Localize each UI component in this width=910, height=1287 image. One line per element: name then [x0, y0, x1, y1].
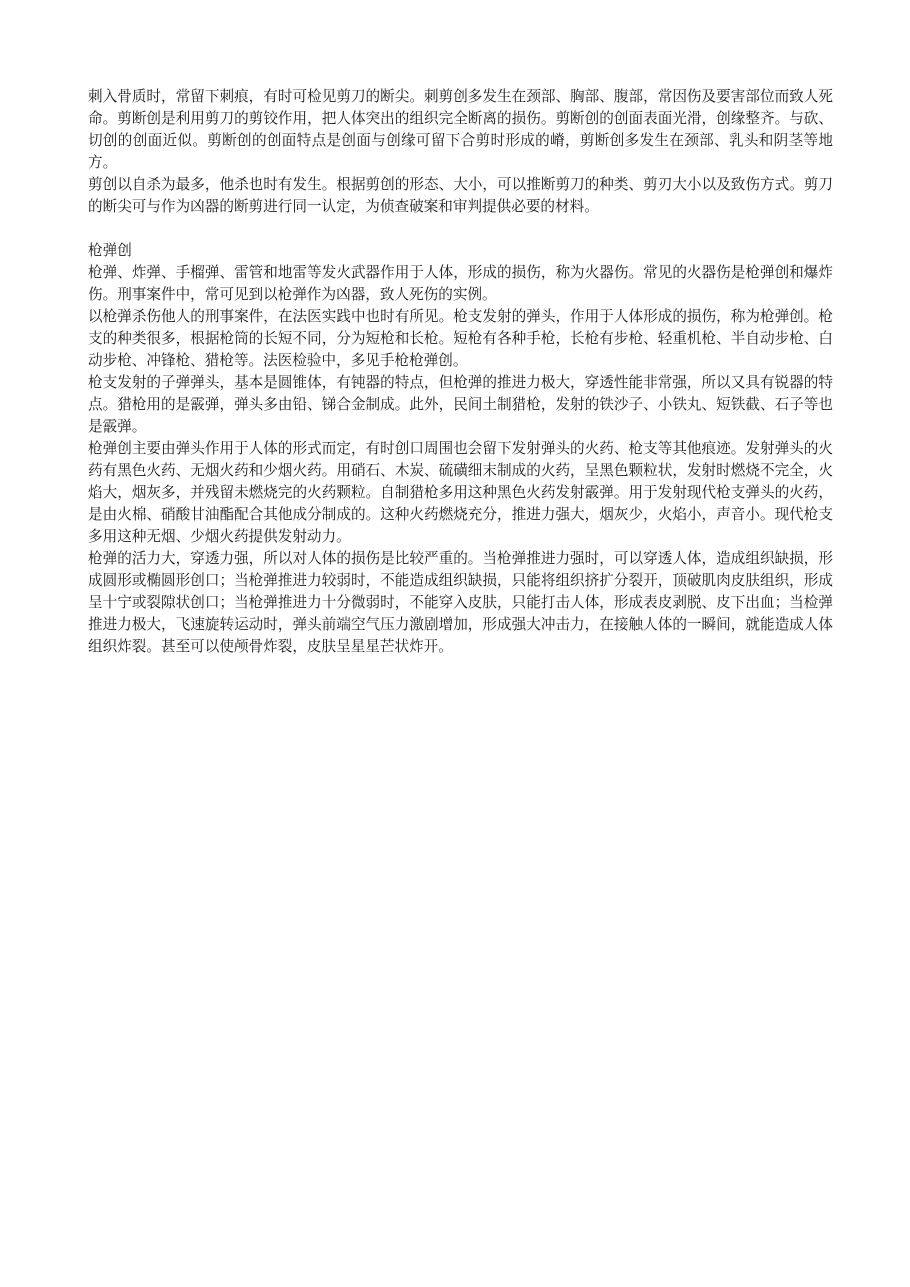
paragraph: 枪弹创主要由弹头作用于人体的形式而定，有时创口周围也会留下发射弹头的火药、枪支等其他痕迹。发射弹头的火药有黑色火药、无烟火药和少烟火药。用硝石、木炭、硫磺细末制成的火药，呈黑色颗粒状，发射时燃烧不完全，火焰大，烟灰多，并残留未燃烧完的火药颗粒。自制猎枪多用这种黑色火药发射霰弹。用于发射现代枪支弹头的火药，是由火棉、硝酸甘油酯配合其他成分制成的。这种火药燃烧充分，推进力强大，烟灰少，火焰小，声音小。现代枪支多用这种无烟、少烟火药提供发射动力。 — [88, 440, 833, 545]
section-title: 枪弹创 — [88, 242, 132, 259]
paragraph: 以枪弹杀伤他人的刑事案件，在法医实践中也时有所见。枪支发射的弹头，作用于人体形成的损伤，称为枪弹创。枪支的种类很多，根据枪筒的长短不同，分为短枪和长枪。短枪有各种手枪，长枪有步枪、轻重机枪、半自动步枪、白动步枪、冲锋枪、猎枪等。法医检验中，多见手枪枪弹创。 — [88, 308, 833, 369]
paragraph: 剪创以自杀为最多，他杀也时有发生。根据剪创的形态、大小，可以推断剪刀的种类、剪刃大小以及致伤方式。剪刀的断尖可与作为凶器的断剪进行同一认定，为侦查破案和审判提供必要的材料。 — [88, 176, 833, 215]
paragraph: 枪弹、炸弹、手榴弹、雷管和地雷等发火武器作用于人体，形成的损伤，称为火器伤。常见的火器伤是枪弹创和爆炸伤。刑事案件中，常可见到以枪弹作为凶器，致人死伤的实例。 — [88, 264, 833, 303]
document-page — [88, 86, 833, 658]
paragraph-gap — [88, 218, 833, 240]
paragraph: 枪支发射的子弹弹头，基本是圆锥体，有钝器的特点，但枪弹的推进力极大，穿透性能非常强，所以又具有锐器的特点。猎枪用的是霰弹，弹头多由铅、锑合金制成。此外，民间土制猎枪，发射的铁沙子、小铁丸、短铁截、石子等也是霰弹。 — [88, 374, 833, 435]
paragraph: 枪弹的活力大，穿透力强，所以对人体的损伤是比较严重的。当枪弹推进力强时，可以穿透人体，造成组织缺损，形成圆形或椭圆形创口；当枪弹推进力较弱时，不能造成组织缺损，只能将组织挤扩分裂开，顶破肌肉皮肤组织，形成呈十宁或裂隙状创口；当枪弹推进力十分微弱时，不能穿入皮肤，只能打击人体，形成表皮剥脱、皮下出血；当检弹推进力极大，飞速旋转运动时，弹头前端空气压力激剧增加，形成强大冲击力，在接触人体的一瞬间，就能造成人体组织炸裂。甚至可以使颅骨炸裂，皮肤呈星星芒状炸开。 — [88, 550, 833, 655]
paragraph: 刺入骨质时，常留下刺痕，有时可检见剪刀的断尖。刺剪创多发生在颈部、胸部、腹部，常因伤及要害部位而致人死命。剪断创是利用剪刀的剪铰作用，把人体突出的组织完全断离的损伤。剪断创的创面表面光滑，创缘整齐。与砍、切创的创面近似。剪断创的创面特点是创面与创缘可留下合剪时形成的嵴，剪断创多发生在颈部、乳头和阴茎等地方。 — [88, 88, 833, 171]
